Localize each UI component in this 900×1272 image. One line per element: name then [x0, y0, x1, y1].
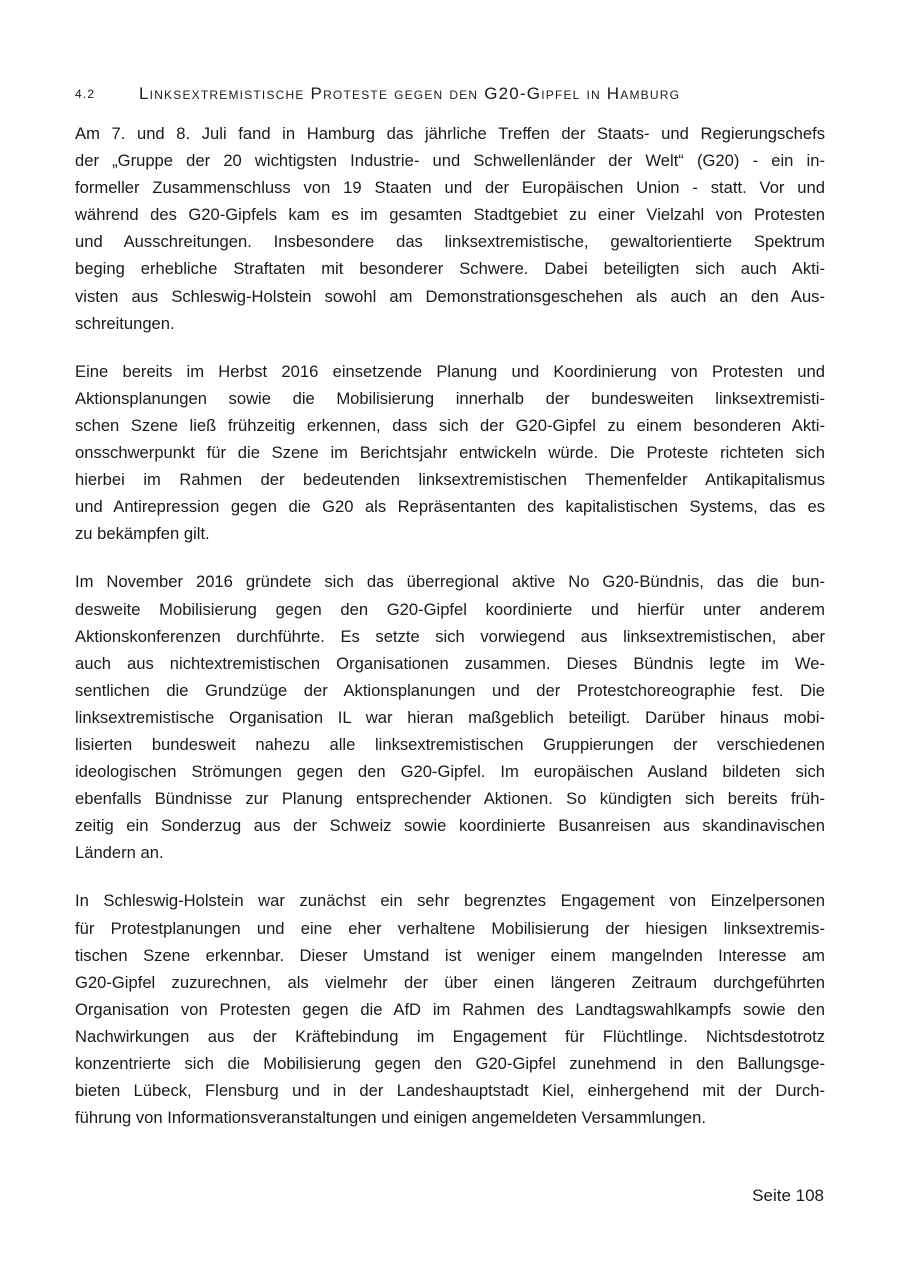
- document-body: [75, 120, 825, 1152]
- text-line: ebenfalls Bündnisse zur Planung entsprechender Aktionen. So kündigten sich bereits früh-: [75, 789, 825, 809]
- text-line: onsschwerpunkt für die Szene im Berichtsjahr entwickeln würde. Die Proteste richteten sich: [75, 443, 825, 463]
- text-line: hierbei im Rahmen der bedeutenden linksextremistischen Themenfelder Antikapitalismus: [75, 470, 825, 490]
- text-line: Organisation von Protesten gegen die AfD im Rahmen des Landtagswahlkampfs sowie den: [75, 999, 825, 1019]
- text-line: schreitungen.: [75, 313, 175, 333]
- text-line: Im November 2016 gründete sich das überregional aktive No G20-Bündnis, das die bun-: [75, 572, 825, 592]
- text-line: In Schleswig-Holstein war zunächst ein sehr begrenztes Engagement von Einzelpersonen: [75, 891, 825, 911]
- text-line: formeller Zusammenschluss von 19 Staaten und der Europäischen Union - statt. Vor und: [75, 178, 825, 198]
- section-heading: [75, 84, 680, 104]
- text-line: desweite Mobilisierung gegen den G20-Gipfel koordinierte und hierfür unter anderem: [75, 599, 825, 619]
- text-line: visten aus Schleswig-Holstein sowohl am Demonstrationsgeschehen als auch an den Aus-: [75, 286, 825, 306]
- text-line: führung von Informationsveranstaltungen und einigen angemeldeten Versammlungen.: [75, 1108, 706, 1128]
- text-line: Eine bereits im Herbst 2016 einsetzende Planung und Koordinierung von Protesten und: [75, 361, 825, 381]
- text-line: ideologischen Strömungen gegen den G20-Gipfel. Im europäischen Ausland bildeten sich: [75, 762, 825, 782]
- text-line: für Protestplanungen und eine eher verhaltene Mobilisierung der hiesigen linksextremis-: [75, 918, 825, 938]
- text-line: Am 7. und 8. Juli fand in Hamburg das jährliche Treffen der Staats- und Regierungschefs: [75, 124, 825, 143]
- text-line: und Antirepression gegen die G20 als Repräsentanten des kapitalistischen Systems, das es: [75, 497, 825, 517]
- text-line: konzentrierte sich die Mobilisierung gegen den G20-Gipfel zunehmend in den Ballungsge-: [75, 1054, 825, 1073]
- page-number: Seite 108: [752, 1186, 824, 1205]
- text-line: lisierten bundesweit nahezu alle linksextremistischen Gruppierungen der verschiedenen: [75, 734, 825, 754]
- paragraph: [75, 120, 825, 337]
- text-line: der „Gruppe der 20 wichtigsten Industrie- und Schwellenländer der Welt“ (G20) - ein in-: [75, 151, 825, 171]
- paragraph: [75, 358, 825, 548]
- section-number: 4.2: [75, 87, 96, 101]
- text-line: Aktionskonferenzen durchführte. Es setzte sich vorwiegend aus linksextremistischen, aber: [75, 626, 825, 646]
- text-line: schen Szene ließ frühzeitig erkennen, dass sich der G20-Gipfel zu einem besonderen Akti-: [75, 415, 825, 435]
- text-line: tischen Szene erkennbar. Dieser Umstand ist weniger einem mangelnden Interesse am: [75, 945, 825, 965]
- text-line: Nachwirkungen aus der Kräftebindung im Engagement für Flüchtlinge. Nichtsdestotrotz: [75, 1026, 825, 1046]
- text-line: während des G20-Gipfels kam es im gesamten Stadtgebiet zu einer Vielzahl von Protesten: [75, 205, 825, 225]
- text-line: sentlichen die Grundzüge der Aktionsplanungen und der Protestchoreographie fest. Die: [75, 680, 825, 700]
- paragraph: [75, 568, 825, 866]
- text-line: auch aus nichtextremistischen Organisationen zusammen. Dieses Bündnis legte im We-: [75, 653, 825, 673]
- text-line: beging erhebliche Straftaten mit besonderer Schwere. Dabei beteiligten sich auch Akti-: [75, 259, 825, 279]
- paragraph: [75, 887, 825, 1131]
- text-line: und Ausschreitungen. Insbesondere das linksextremistische, gewaltorientierte Spektrum: [75, 232, 825, 252]
- text-line: linksextremistische Organisation IL war hieran maßgeblich beteiligt. Darüber hinaus mobi-: [75, 707, 825, 727]
- text-line: zu bekämpfen gilt.: [75, 524, 210, 544]
- text-line: Ländern an.: [75, 843, 164, 863]
- section-title: Linksextremistische Proteste gegen den G20-Gipfel in Hamburg: [139, 84, 681, 103]
- text-line: zeitig ein Sonderzug aus der Schweiz sowie koordinierte Busanreisen aus skandinavischen: [75, 816, 825, 836]
- text-line: bieten Lübeck, Flensburg und in der Landeshauptstadt Kiel, einhergehend mit der Durch-: [75, 1081, 825, 1101]
- text-line: Aktionsplanungen sowie die Mobilisierung innerhalb der bundesweiten linksextremisti-: [75, 388, 825, 408]
- text-line: G20-Gipfel zuzurechnen, als vielmehr der über einen längeren Zeitraum durchgeführten: [75, 972, 825, 992]
